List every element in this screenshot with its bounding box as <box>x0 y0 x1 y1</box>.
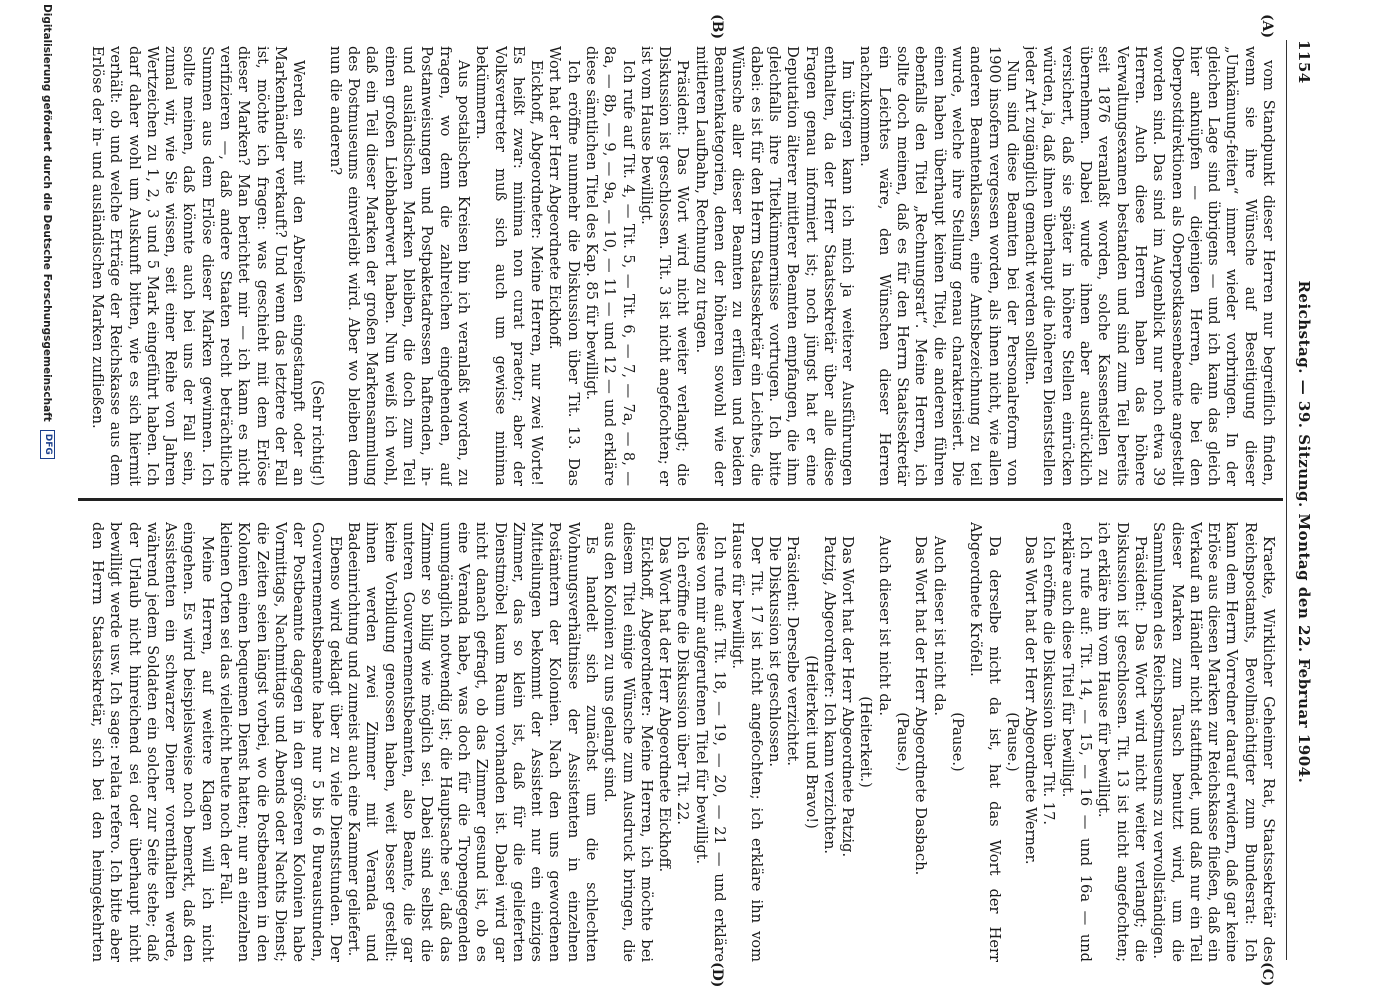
margin-letter-c: (C) <box>1259 962 1275 987</box>
page-title: Reichstag. — 39. Sitzung. Montag den 22. Februar 1904. <box>1295 280 1313 784</box>
paragraph: Der Tit. 17 ist nicht angefochten; ich erkläre ihn vom Hause für bewilligt. <box>729 522 765 962</box>
paragraph: Das Wort hat der Herr Abgeordnete Eickhoff. <box>656 536 674 873</box>
interjection: (Heiterkeit und Bravo!) <box>802 655 820 829</box>
paragraph: Ich rufe auf: Tit. 18, — 19, — 20, — 21 — und erkläre diese von mir aufgerufenen Titel für bewilligt. <box>692 522 729 962</box>
right-column <box>87 522 1277 962</box>
paragraph: Patzig, Abgeordneter: Ich kann verzichten. <box>820 536 838 855</box>
paragraph: Ebenso wird geklagt über zu viele Dienststunden. Der Gouvernementsbeamte habe nur 5 bis 6 Bureaustunden, der Postbeamte dagegen in den größeren Kolonien habe Vormittags, Nachmittags und Abends oder Nachts Dienst; die Zeiten seien längst vorbei, wo die Postbeamten in den Kolonien einen bequemen Dienst hatten; nur an einzelnen kleinen Orten sei das vielleicht heute noch der Fall. <box>217 522 344 962</box>
paragraph: Eickhoff, Abgeordneter: Meine Herren, ich möchte bei diesem Titel einige Wünsche zum Ausdruck bringen, die aus den Kolonien zu uns gelangt sind. <box>601 522 655 962</box>
margin-letter-b: (B) <box>709 14 725 40</box>
interjection: (Pause.) <box>894 712 912 772</box>
dfg-logo: DFG <box>40 430 55 459</box>
paragraph: Präsident: Derselbe verzichtet. <box>784 536 802 766</box>
digitization-credit <box>40 0 55 1004</box>
paragraph: Es handelt sich zunächst um die schlechten Wohnungsverhältnisse der Assistenten in einzelnen Postämtern der Kolonien. Nach den uns gewordenen Mitteilungen bekommt der Assistent nur ein einziges Zimmer, das so klein ist, daß für die gelieferten Dienstmöbel kaum Raum vorhanden ist. Dabei wird gar nicht danach gefragt, ob das Zimmer gesund ist, ob es eine Veranda habe, was doch für die Tropengegenden unumgänglich notwendig ist; die Hauptsache sei, daß das Zimmer so billig wie möglich sei. Dabei sind selbst die unteren Gouvernementsbeamten, also Beamte, die gar keine Vorbildung genossen haben, weit besser gestellt: ihnen werden zwei Zimmer mit Veranda und Badeeinrichtung und zumeist auch eine Kammer geliefert. <box>345 522 601 962</box>
paragraph: Da derselbe nicht da ist, hat das Wort der Herr Abgeordnete Kröfell. <box>967 522 1003 962</box>
paragraph: Präsident: Das Wort wird nicht weiter verlangt; die Diskussion ist geschlossen. Tit. 13 ist nicht angefochten; ich erkläre ihn vom Hause für bewilligt. <box>1095 522 1149 962</box>
paragraph: Das Wort hat der Herr Abgeordnete Patzig. <box>839 536 857 858</box>
paragraph: Aus postalischen Kreisen bin ich veranlaßt worden, zu fragen, wo denn die zahlreichen eingehenden, auf Postanweisungen und Postpaketadressen haftenden, in- und ausländischen Marken bleiben, die doch zum Teil einen großen Liebhaberwert haben. Nun weiß ich wohl, daß ein Teil dieser Marken der großen Markensammlung des Postmuseums einverleibt wird. Aber wo bleiben denn nun die anderen? <box>326 46 472 486</box>
paragraph: vom Standpunkt dieser Herren nur begreiflich finden, wenn sie ihre Wünsche auf Beseitigung dieser „Umkämung-feiten“ immer wieder vorbringen. In der gleichen Lage sind übrigens — und ich kann das gleich hier anknüpfen — diejenigen Herren, die bei den Oberpostdirektionen als Oberpostkassenbeamte angestellt worden sind. Das sind im Augenblick nur noch etwa 39 Herren. Auch diese Herren haben das höhere Verwaltungsexamen bestanden und sind zum Teil bereits seit 1876 veranlaßt worden, solche Kassenstellen zu übernehmen. Dabei wurde ihnen aber ausdrücklich versichert, daß sie später in höhere Stellen einrücken würden, ja, daß ihnen überhaupt die höheren Dienststellen jeder Art zugänglich gemacht werden sollten. <box>1022 46 1277 486</box>
margin-letter-a: (A) <box>1259 14 1275 39</box>
header-rule <box>1286 40 1287 960</box>
interjection: (Sehr richtig!) <box>308 380 326 486</box>
paragraph: Ich eröffne nunmehr die Diskussion über Tit. 13. Das Wort hat der Herr Abgeordnete Eickhoff. <box>546 46 582 486</box>
paragraph: Das Wort hat der Herr Abgeordnete Werner. <box>1022 536 1040 865</box>
paragraph: Ich eröffne die Diskussion über Tit. 22. <box>674 536 692 826</box>
paragraph: Eickhoff, Abgeordneter: Meine Herren, nur zwei Worte! Es heißt zwar: minima non curat praetor; aber der Volksvertreter muß sich auch um gewisse minima bekümmern. <box>473 46 546 486</box>
paragraph <box>87 46 88 486</box>
paragraph: Ich rufe auf Tit. 4, — Tit. 5, — Tit. 6, — 7, — 7a, — 8, — 8a, — 8b, — 9, — 9a, — 10, — 11 — und 12 — und erkläre diese sämtlichen Titel des Kap. 85 für bewilligt. <box>583 46 637 486</box>
interjection: (Heiterkeit.) <box>857 696 875 788</box>
paragraph: Auch dieser ist nicht da. <box>930 536 948 717</box>
paragraph: Ich rufe auf: Tit. 14, — 15, — 16 — und 16a — und erkläre auch diese Titel für bewilligt. <box>1058 522 1095 962</box>
interjection: (Pause.) <box>948 712 966 772</box>
paragraph: Im übrigen kann ich mich ja weiterer Ausführungen enthalten, da der Herr Staatssekretär über alle diese Fragen genau informiert ist; noch jüngst hat er eine Deputation älterer mittlerer Beamten empfangen, die ihm gleichfalls ihre Titelkümmernisse vortrugen. Ich bitte dabei: es ist für den Herrn Staatssekretär ein Leichtes, die Wünsche aller dieser Beamten zu erfüllen und beiden Beamtenkategorien, denen der höheren sowohl wie der mittleren Laufbahn, Rechnung zu tragen. <box>692 46 857 486</box>
paragraph: Das Wort hat der Herr Abgeordnete Dasbach. <box>912 536 930 876</box>
paragraph: Auch dieser ist nicht da. <box>875 536 893 717</box>
left-column <box>87 46 1277 486</box>
paragraph: Nun sind diese Beamten bei der Personalreform von 1900 insofern vergessen worden, als ihnen nicht, wie allen anderen Beamtenklassen, eine Amtsbezeichnung zu teil wurde, welche ihre Stellung genau charakterisiert. Die einen haben überhaupt keinen Titel, die anderen führen ebenfalls den Titel „Rechnungsrat“. Meine Herren, ich sollte doch meinen, daß es für den Herrn Staatssekretär ein Leichtes wäre, den Wünschen dieser Herren nachzukommen. <box>857 46 1021 486</box>
paragraph: Ich eröffne die Diskussion über Tit. 17. <box>1040 536 1058 826</box>
page-header <box>1295 40 1313 980</box>
paragraph: Kraetke, Wirklicher Geheimer Rat, Staatssekretär des Reichspostamts, Bevollmächtigter zum Bundesrat: Ich kann dem Herrn Vorredner darauf erwidern, daß gar keine Erlöse aus diesen Marken zur Reichskasse fließen, daß ein Verkauf an Händler nicht stattfindet, und daß nur ein Teil dieser Marken zum Tausch benutzt wird, um die Sammlungen des Reichspostmuseums zu vervollständigen. <box>1150 522 1277 962</box>
paragraph: Präsident: Das Wort wird nicht weiter verlangt; die Diskussion ist geschlossen. Tit. 3 ist nicht angefochten; er ist vom Hause bewilligt. <box>637 46 692 486</box>
paragraph: Die Diskussion ist geschlossen. <box>765 536 783 768</box>
interjection: (Pause.) <box>1003 712 1021 772</box>
margin-letter-d: (D) <box>709 962 725 988</box>
column-divider <box>78 498 1283 501</box>
paragraph: Werden sie mit den Abreißen eingestampft oder an Markenhändler verkauft? Und wenn das letztere der Fall ist, möchte ich fragen: was geschieht mit dem Erlöse dieser Marken? Man berichtet mir — ich kann es nicht verifizieren —, daß andere Staaten recht beträchtliche Summen aus dem Erlöse dieser Marken gewinnen. Ich sollte meinen, daß könnte auch bei uns der Fall sein, zumal wir, wie Sie wissen, seit einer Reihe von Jahren Wertzeichen zu 1, 2, 3 und 5 Mark eingeführt haben. Ich darf daher wohl um Auskunft bitten, wie es sich hiermit verhält: ob und welche Erträge der Reichskasse aus dem Erlöse der in- und ausländischen Marken zufließen. <box>89 46 308 486</box>
paragraph: Meine Herren, auf weitere Klagen will ich nicht eingehen. Es wird beispielsweise noch bemerkt, daß den Assistenten ein schwarzer Diener vorenthalten werde, während jedem Soldaten ein solcher zur Seite stehe; daß der Urlaub nicht hinreichend sei oder überhaupt nicht bewilligt werde usw. Ich sage: relata refero. Ich bitte aber den Herrn Staatssekretär, sich bei den heimgekehrten <box>89 522 216 962</box>
page-number: 1154 <box>1295 40 1313 84</box>
credit-text: Digitalisierung gefördert durch die Deutsche Forschungsgemeinschaft <box>41 4 54 422</box>
